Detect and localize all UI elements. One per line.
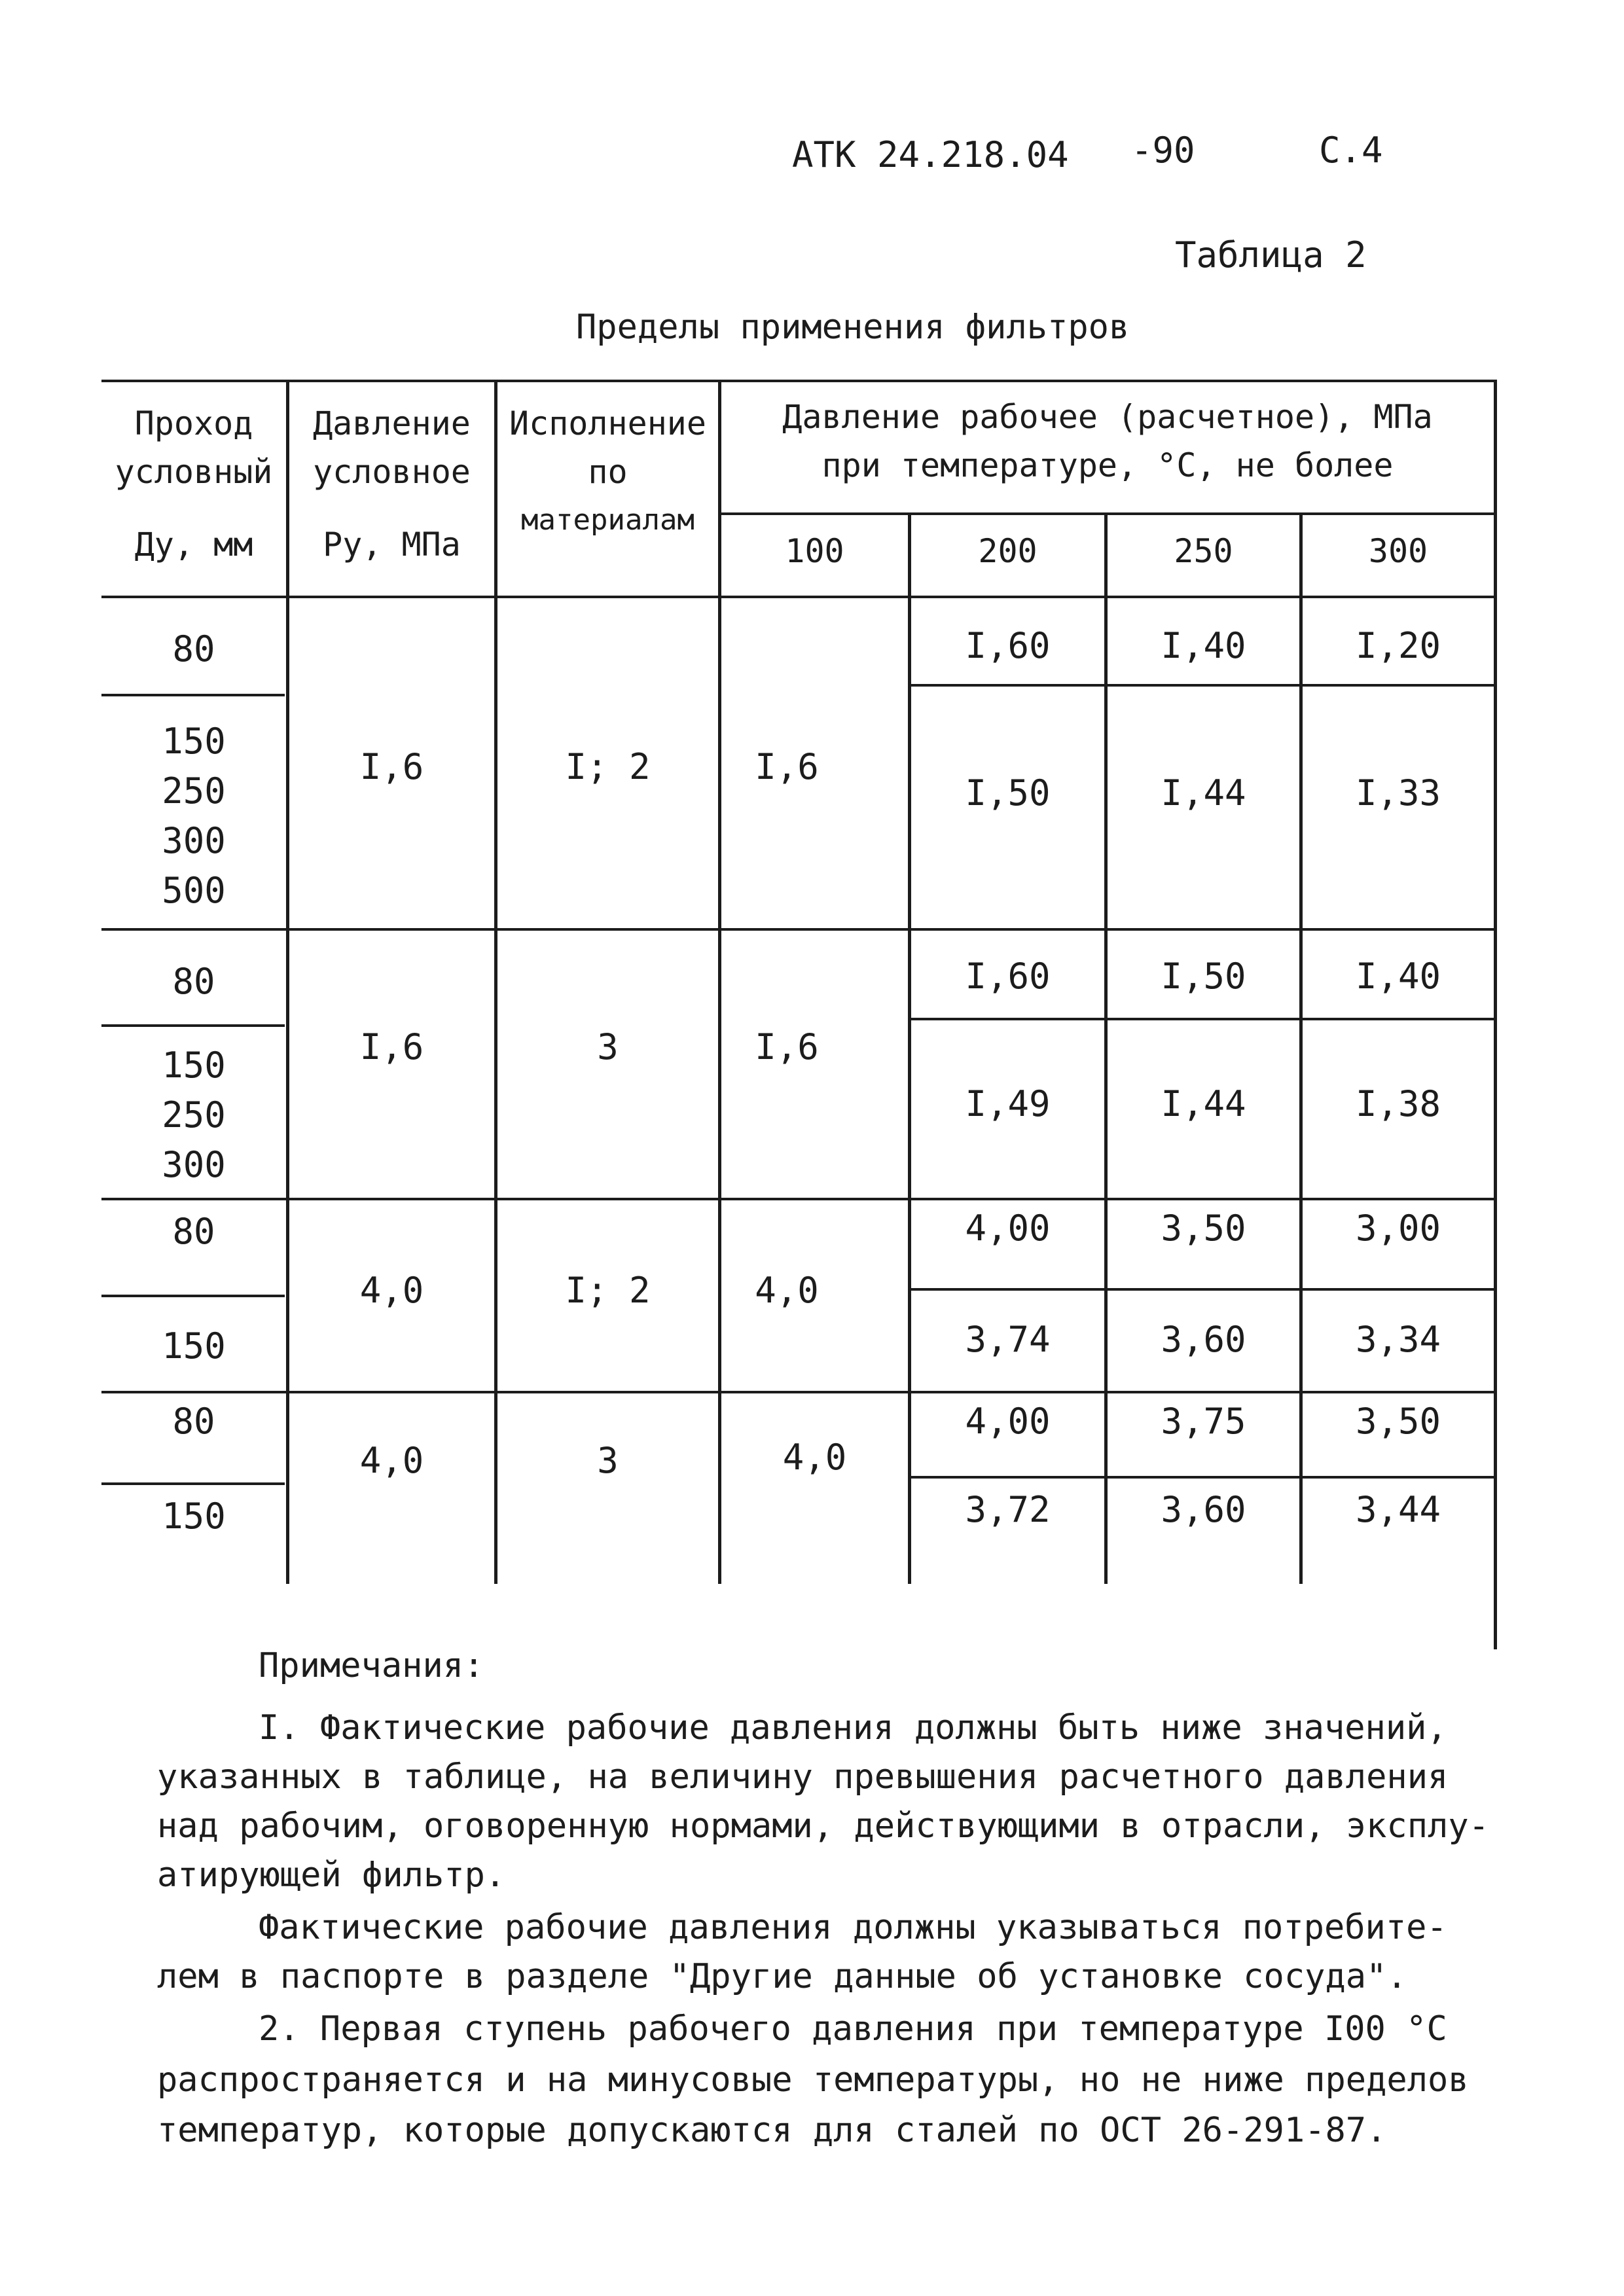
note-line: атирующей фильтр. — [157, 1856, 506, 1895]
col-header-execution-line3: материалам — [521, 503, 695, 537]
du-cell — [101, 1041, 286, 1190]
row-rule — [910, 1288, 1496, 1291]
col-header-pass-line2: условный — [115, 453, 273, 491]
row-rule — [910, 1018, 1496, 1020]
col-header-execution-line1: Исполнение — [509, 404, 707, 442]
table-top-border — [101, 380, 1496, 382]
du-cell: 80 — [172, 1211, 215, 1252]
execution-cell: I; 2 — [565, 1270, 651, 1311]
pressure-250-cell: I,44 — [1161, 772, 1246, 814]
col-header-pressure-line2: условное — [313, 453, 471, 491]
du-value: 250 — [162, 770, 226, 812]
note-line: I. Фактические рабочие давления должны быть ниже значений, — [259, 1708, 1447, 1748]
row-rule — [101, 1295, 285, 1297]
column-rule — [494, 380, 497, 1584]
temp-header-300: 300 — [1368, 532, 1428, 570]
du-cell: 80 — [172, 961, 215, 1002]
du-cell: 150 — [162, 1325, 226, 1367]
pressure-300-cell: I,38 — [1355, 1083, 1441, 1124]
pressure-250-cell: 3,60 — [1161, 1319, 1246, 1360]
row-rule — [101, 1482, 285, 1485]
pressure-250-cell: I,40 — [1161, 625, 1246, 666]
pressure-250-cell: 3,75 — [1161, 1401, 1246, 1442]
row-rule — [910, 684, 1496, 687]
col-header-working-pressure — [721, 393, 1494, 490]
pressure-200-cell: 4,00 — [965, 1208, 1051, 1249]
execution-cell: I; 2 — [565, 746, 651, 787]
note-line: лем в паспорте в разделе "Другие данные об установке сосуда". — [157, 1957, 1407, 1996]
note-line: над рабочим, оговоренную нормами, действующими в отрасли, эксплу- — [157, 1806, 1489, 1846]
pressure-300-cell: I,40 — [1355, 956, 1441, 997]
du-cell: 80 — [172, 1401, 215, 1442]
document-year: -90 — [1131, 130, 1195, 171]
col-header-pressure — [289, 399, 494, 496]
du-value: 150 — [162, 1045, 226, 1086]
pressure-300-cell: I,20 — [1355, 625, 1441, 666]
table-label: Таблица 2 — [1175, 234, 1367, 276]
col-header-pass — [101, 399, 286, 496]
note-line: указанных в таблице, на величину превышения расчетного давления — [157, 1757, 1449, 1797]
temp-header-200: 200 — [978, 532, 1038, 570]
du-cell: 150 — [162, 1496, 226, 1537]
nominal-pressure-cell: I,6 — [359, 746, 424, 787]
header-subrule — [720, 512, 1496, 515]
pressure-250-cell: 3,60 — [1161, 1489, 1246, 1530]
group-rule — [101, 928, 1496, 931]
col-header-pass-line1: Проход — [134, 404, 253, 442]
execution-cell: 3 — [597, 1026, 619, 1067]
col-header-pressure-unit: Ру, МПа — [323, 526, 461, 564]
pressure-200-cell: I,50 — [965, 772, 1051, 814]
execution-cell: 3 — [597, 1440, 619, 1481]
col-header-execution-line2: по — [588, 453, 628, 491]
table-right-border — [1494, 380, 1497, 1649]
du-value: 250 — [162, 1094, 226, 1136]
pressure-100-cell: 4,0 — [782, 1437, 847, 1478]
pressure-300-cell: 3,44 — [1355, 1489, 1441, 1530]
notes-title: Примечания: — [259, 1646, 484, 1685]
pressure-200-cell: I,49 — [965, 1083, 1051, 1124]
temp-header-250: 250 — [1174, 532, 1233, 570]
group-rule — [101, 1198, 1496, 1200]
pressure-100-cell: 4,0 — [755, 1270, 819, 1311]
note-line: Фактические рабочие давления должны указываться потребите- — [259, 1908, 1447, 1947]
pressure-200-cell: 3,74 — [965, 1319, 1051, 1360]
col-header-working-line2: при температуре, °С, не более — [821, 446, 1394, 484]
nominal-pressure-cell: 4,0 — [359, 1440, 424, 1481]
pressure-100-cell: I,6 — [755, 1026, 819, 1067]
pressure-250-cell: 3,50 — [1161, 1208, 1246, 1249]
col-header-pass-unit: Ду, мм — [134, 526, 253, 564]
table-title: Пределы применения фильтров — [576, 308, 1130, 347]
row-rule — [101, 694, 285, 696]
pressure-200-cell: I,60 — [965, 956, 1051, 997]
du-cell — [101, 717, 286, 916]
du-value: 300 — [162, 1144, 226, 1185]
pressure-200-cell: I,60 — [965, 625, 1051, 666]
pressure-250-cell: I,44 — [1161, 1083, 1246, 1124]
pressure-250-cell: I,50 — [1161, 956, 1246, 997]
col-header-execution — [497, 399, 718, 545]
page-number: С.4 — [1319, 130, 1383, 171]
header-bottom-rule — [101, 596, 1496, 598]
pressure-200-cell: 3,72 — [965, 1489, 1051, 1530]
pressure-200-cell: 4,00 — [965, 1401, 1051, 1442]
note-line: 2. Первая ступень рабочего давления при температуре I00 °С — [259, 2009, 1447, 2049]
group-rule — [101, 1391, 1496, 1393]
du-value: 500 — [162, 870, 226, 911]
pressure-300-cell: 3,00 — [1355, 1208, 1441, 1249]
du-value: 300 — [162, 820, 226, 861]
pressure-100-cell: I,6 — [755, 746, 819, 787]
du-cell: 80 — [172, 628, 215, 670]
document-code: АТК 24.218.04 — [792, 134, 1069, 175]
temp-header-100: 100 — [785, 532, 844, 570]
nominal-pressure-cell: I,6 — [359, 1026, 424, 1067]
row-rule — [101, 1024, 285, 1027]
pressure-300-cell: I,33 — [1355, 772, 1441, 814]
note-line: температур, которые допускаются для сталей по ОСТ 26-291-87. — [157, 2111, 1387, 2150]
pressure-300-cell: 3,50 — [1355, 1401, 1441, 1442]
row-rule — [910, 1476, 1496, 1479]
nominal-pressure-cell: 4,0 — [359, 1270, 424, 1311]
col-header-working-line1: Давление рабочее (расчетное), МПа — [782, 398, 1433, 436]
du-value: 150 — [162, 721, 226, 762]
note-line: распространяется и на минусовые температуры, но не ниже пределов — [157, 2060, 1469, 2100]
col-header-pressure-line1: Давление — [313, 404, 471, 442]
pressure-300-cell: 3,34 — [1355, 1319, 1441, 1360]
